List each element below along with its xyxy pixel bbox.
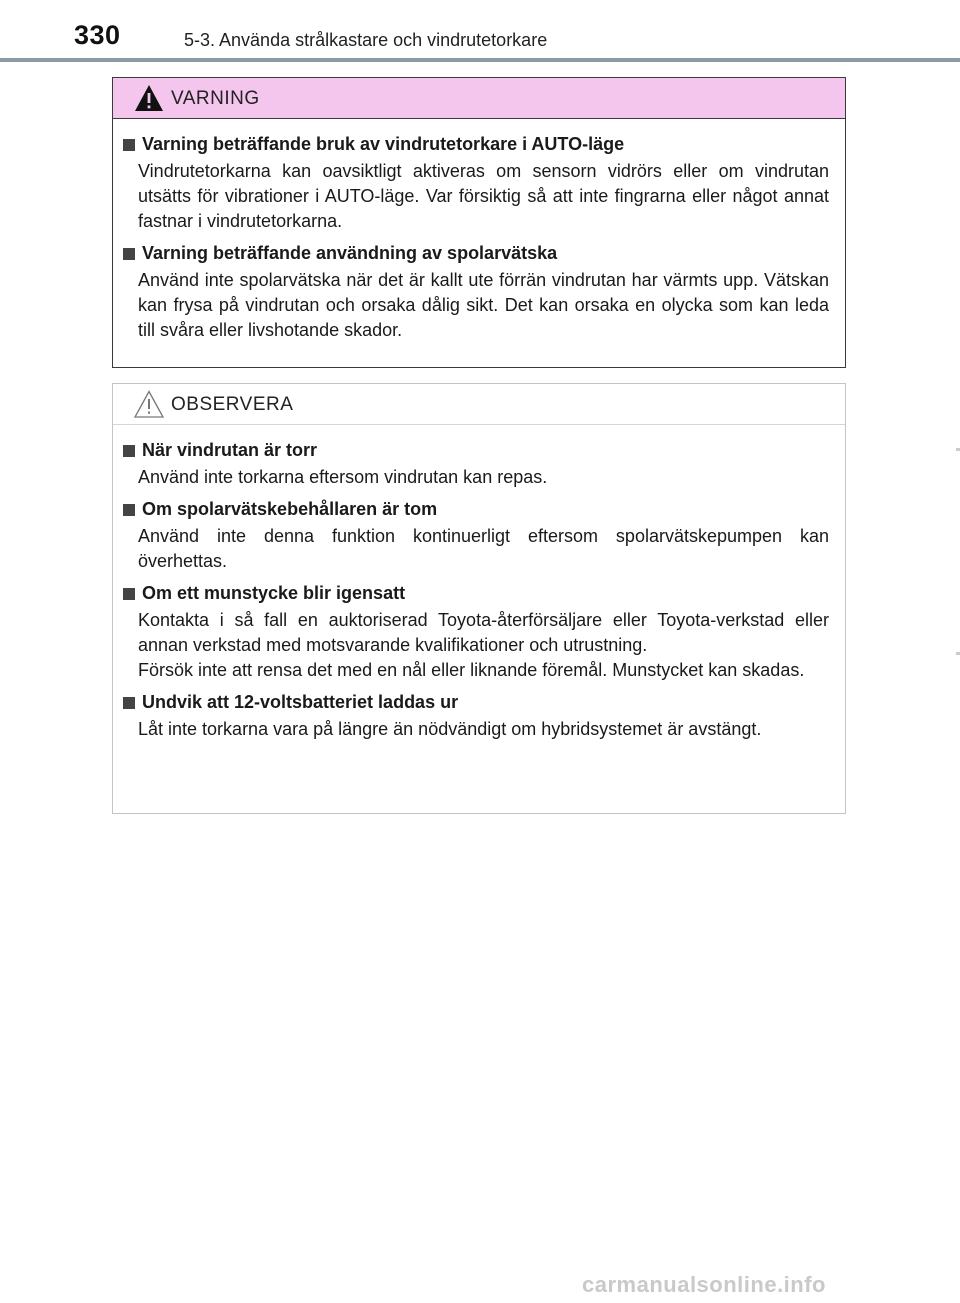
bullet-square-icon [123,248,135,260]
edge-tick [956,652,960,655]
notice-item-title: Undvik att 12-voltsbatteriet laddas ur [142,692,459,712]
notice-item-title: Om spolarvätskebehållaren är tom [142,499,438,519]
warning-triangle-icon [133,83,165,113]
page-header [0,0,960,64]
warning-item-title: Varning beträffande bruk av vindrutetorkare i AUTO-läge [142,134,625,154]
notice-header [113,384,845,425]
notice-item-text: Kontakta i så fall en auktoriserad Toyota-återförsäljare eller Toyota-verkstad eller annan verkstad med motsvarande kvalifikationer och utrustning. [138,610,829,655]
warning-item [123,240,829,343]
notice-label: OBSERVERA [171,394,294,415]
notice-box [112,383,846,814]
notice-item-text: Låt inte torkarna vara på längre än nödvändigt om hybridsystemet är avstängt. [138,719,762,739]
warning-item-text: Använd inte spolarvätska när det är kallt ute förrän vindrutan har värmts upp. Vätskan kan frysa på vindrutan och orsaka dålig sikt. Det kan orsaka en olycka som kan leda till svåra eller livshotande skador. [138,270,829,340]
warning-item-title: Varning beträffande användning av spolarvätska [142,243,558,263]
bullet-square-icon [123,588,135,600]
notice-item [123,580,829,683]
notice-item-text: Använd inte torkarna eftersom vindrutan kan repas. [138,467,548,487]
caution-outline-triangle-icon [133,389,165,419]
warning-header [113,78,845,119]
notice-item-text: Försök inte att rensa det med en nål eller liknande föremål. Munstycket kan skadas. [138,660,805,680]
notice-item-title: När vindrutan är torr [142,440,318,460]
watermark: carmanualsonline.info [582,1272,826,1297]
notice-item [123,437,829,490]
section-title: 5-3. Använda strålkastare och vindrutetorkare [184,30,548,50]
bullet-square-icon [123,697,135,709]
page-number: 330 [74,20,121,50]
warning-item-text: Vindrutetorkarna kan oavsiktligt aktiveras om sensorn vidrörs eller om vindrutan utsätts för vibrationer i AUTO-läge. Var försiktig så att inte fingrarna eller något annat fastnar i vindrutetorkarna. [138,161,829,231]
notice-item-title: Om ett munstycke blir igensatt [142,583,406,603]
edge-tick [956,448,960,451]
bullet-square-icon [123,445,135,457]
notice-item [123,496,829,574]
warning-label: VARNING [171,88,260,109]
bullet-square-icon [123,504,135,516]
notice-item [123,689,829,742]
warning-item [123,131,829,234]
notice-item-text: Använd inte denna funktion kontinuerligt eftersom spolarvätskepumpen kan överhettas. [138,526,829,571]
header-divider [0,58,960,62]
bullet-square-icon [123,139,135,151]
warning-box [112,77,846,368]
